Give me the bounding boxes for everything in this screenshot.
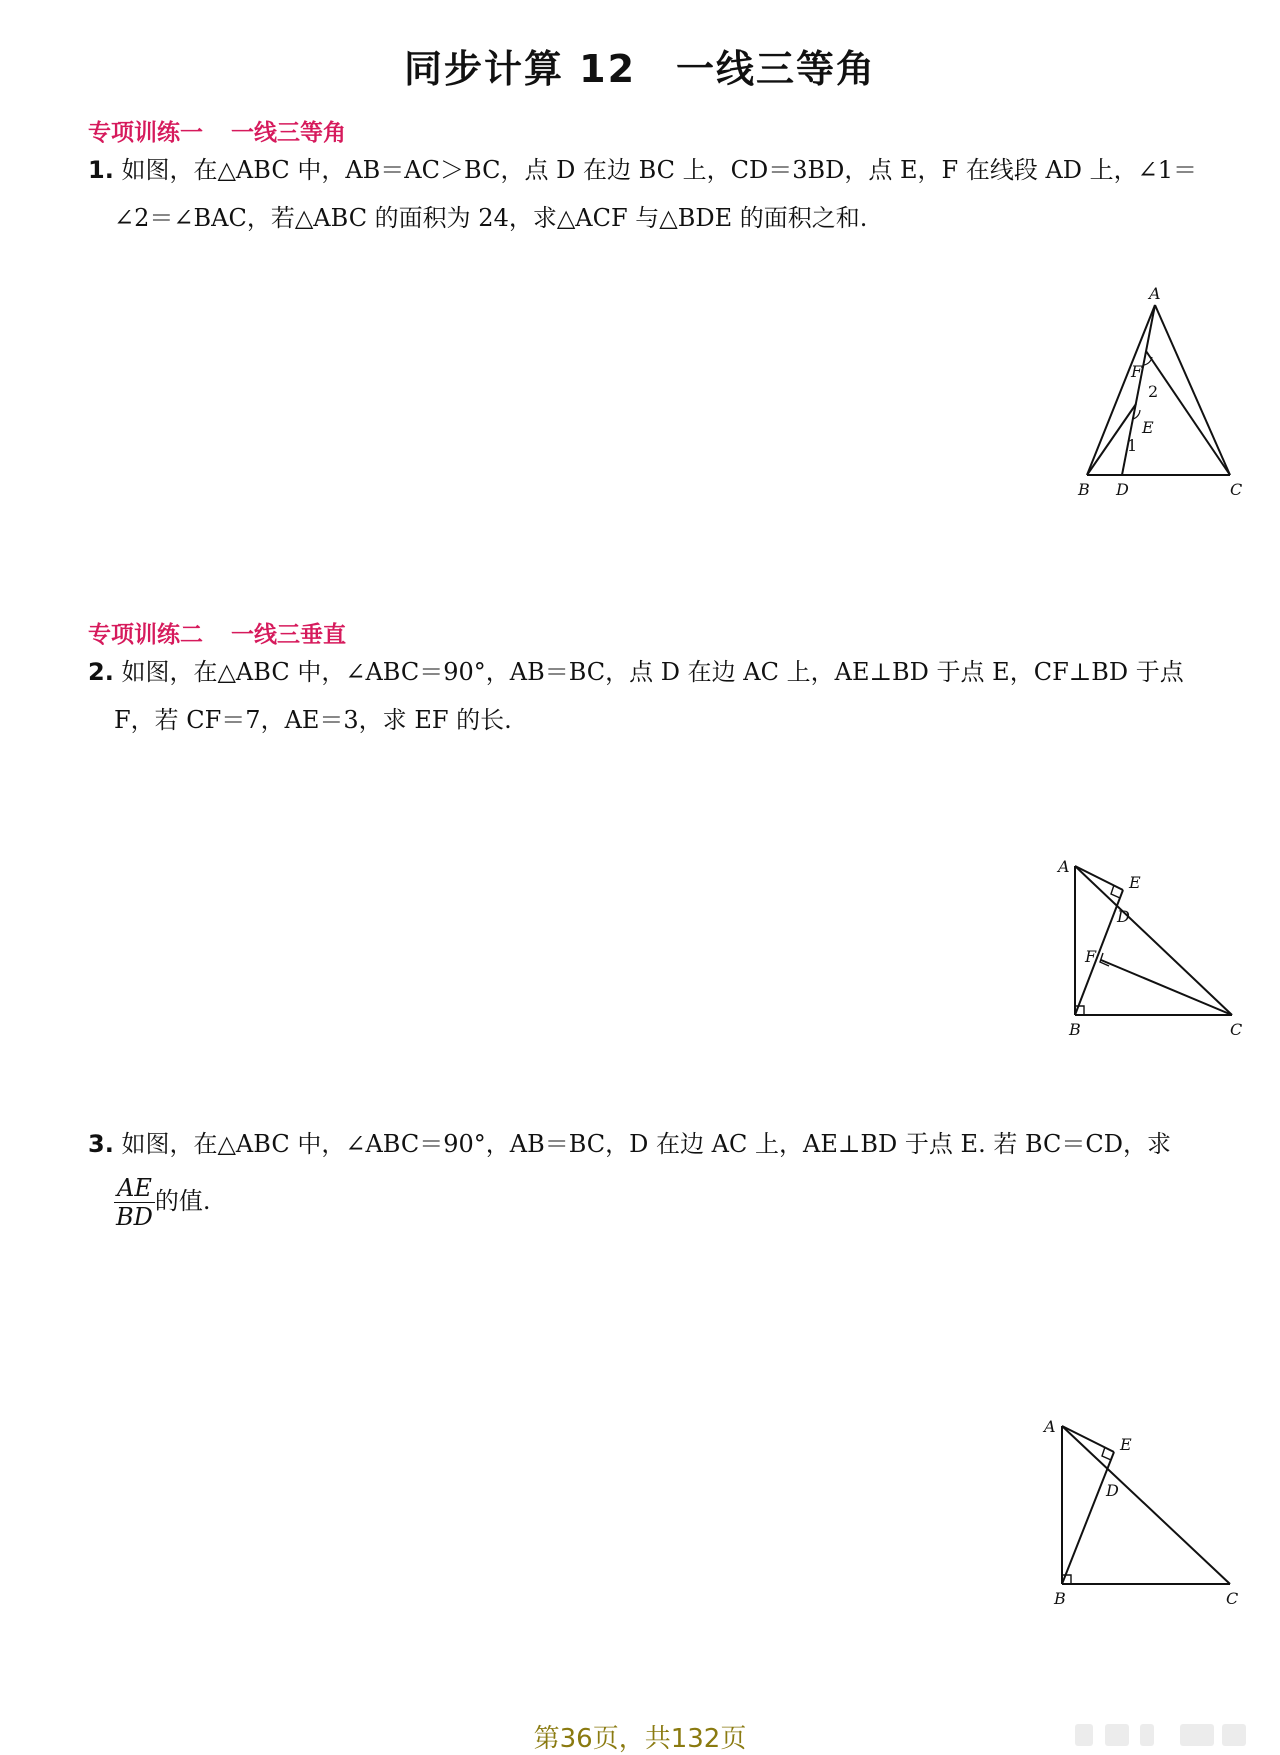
question-text-line1: 如图，在△ABC 中，AB＝AC＞BC，点 D 在边 BC 上，CD＝3BD，点 E，F 在线段 AD 上，∠1＝ [121, 156, 1198, 184]
redaction-mark [1075, 1724, 1093, 1746]
question-text-line1: 如图，在△ABC 中，∠ABC＝90°，AB＝BC，D 在边 AC 上，AE⊥BD 于点 E. 若 BC＝CD，求 [121, 1130, 1172, 1158]
question-number: 2. [88, 658, 114, 686]
question-3 [88, 1120, 1228, 1231]
fig1-label-D: D [1116, 480, 1129, 499]
section-label: 专项训练一 [88, 120, 203, 146]
figure-3 [1040, 1412, 1250, 1612]
fig1-label-F: F [1131, 362, 1143, 381]
section-heading-2 [88, 616, 346, 649]
question-number: 1. [88, 156, 114, 184]
fig3-label-A: A [1044, 1417, 1056, 1436]
section-topic: 一线三垂直 [231, 622, 346, 648]
fig2-label-B: B [1069, 1020, 1081, 1039]
fig1-label-E: E [1142, 418, 1154, 437]
section-topic: 一线三等角 [231, 120, 346, 146]
fig3-label-E: E [1120, 1435, 1132, 1454]
fig2-label-A: A [1058, 857, 1070, 876]
redaction-mark [1180, 1724, 1214, 1746]
question-1 [88, 146, 1228, 242]
section-heading-1 [88, 114, 346, 147]
fig2-label-C: C [1230, 1020, 1243, 1039]
fig1-label-A: A [1149, 285, 1161, 303]
fig1-angle-1: 1 [1127, 436, 1138, 455]
question-text-line2: 的值. [154, 1187, 211, 1215]
redaction-mark [1222, 1724, 1246, 1746]
redaction-mark [1105, 1724, 1129, 1746]
page-footer: 第36页，共132页 [533, 1724, 747, 1754]
fig2-label-F: F [1085, 947, 1097, 966]
question-text-line2: F，若 CF＝7，AE＝3，求 EF 的长. [114, 706, 512, 734]
question-text-line2: ∠2＝∠BAC，若△ABC 的面积为 24，求△ACF 与△BDE 的面积之和. [114, 204, 868, 232]
redaction-mark [1140, 1724, 1154, 1746]
fraction-numerator: AE [114, 1174, 155, 1203]
question-2 [88, 648, 1228, 744]
page-title: 同步计算 12 一线三等角 [403, 47, 877, 91]
fig1-label-B: B [1078, 480, 1090, 499]
question-text-line1: 如图，在△ABC 中，∠ABC＝90°，AB＝BC，点 D 在边 AC 上，AE⊥BD 于点 E，CF⊥BD 于点 [121, 658, 1184, 686]
fraction-ae-bd [114, 1174, 155, 1231]
fig2-label-D: D [1117, 907, 1130, 926]
question-number: 3. [88, 1130, 114, 1158]
section-label: 专项训练二 [88, 622, 203, 648]
fraction-denominator: BD [116, 1203, 153, 1231]
figure-2 [1055, 850, 1255, 1040]
fig3-label-C: C [1226, 1589, 1239, 1608]
fig3-label-D: D [1106, 1481, 1119, 1500]
fig1-angle-2: 2 [1148, 382, 1159, 401]
fig2-label-E: E [1129, 873, 1141, 892]
figure-1 [1070, 285, 1250, 500]
fig1-label-C: C [1230, 480, 1243, 499]
fig3-label-B: B [1054, 1589, 1066, 1608]
